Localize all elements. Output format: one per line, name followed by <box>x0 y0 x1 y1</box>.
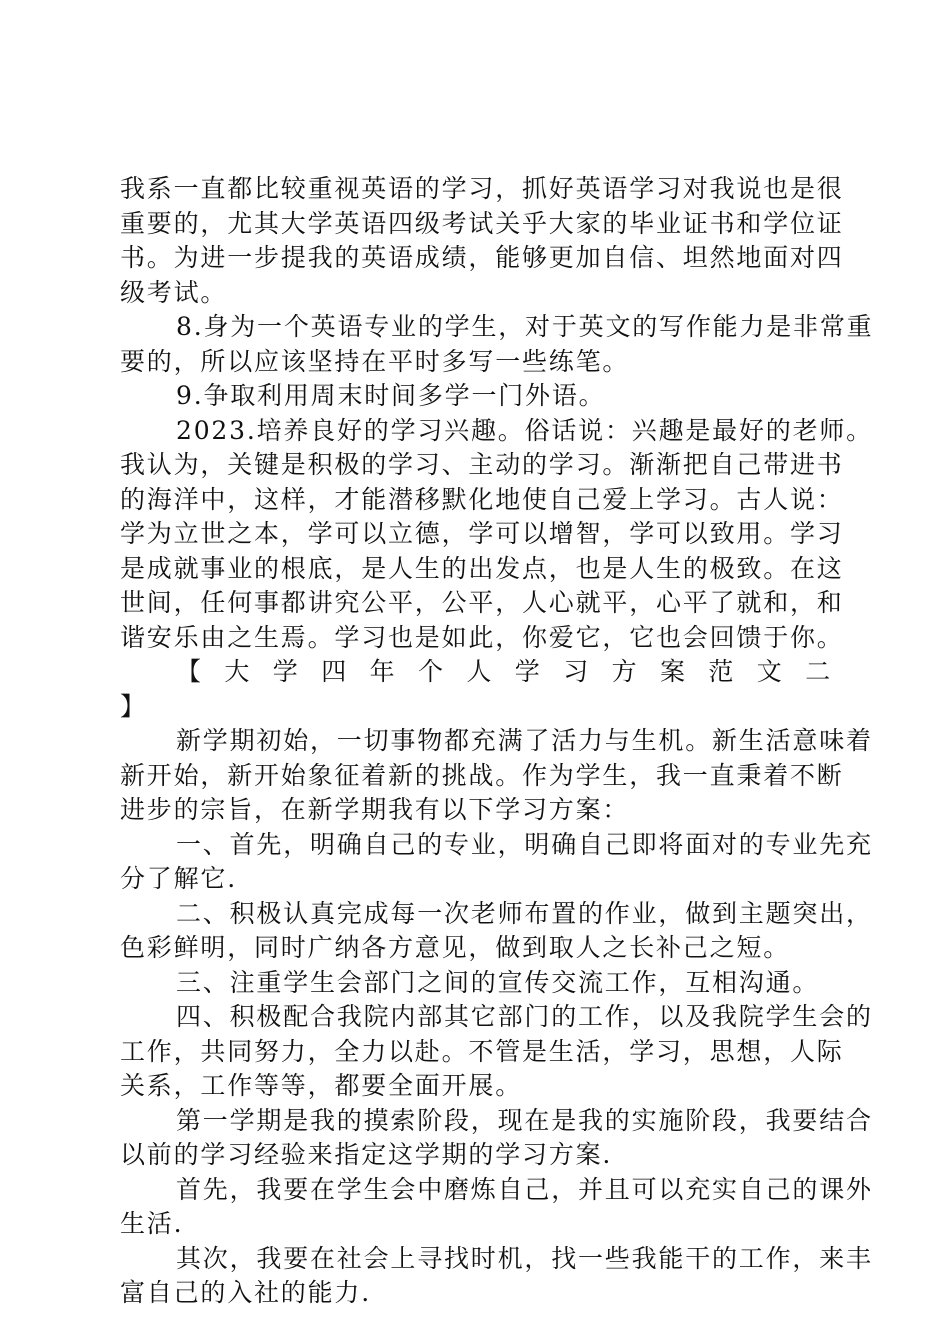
text-line: 一、首先，明确自己的专业，明确自己即将面对的专业先充 <box>176 829 873 859</box>
text-line: 【大学四年个人学习方案范文二 <box>176 657 832 686</box>
paragraph <box>120 966 832 1001</box>
text-line: 四、积极配合我院内部其它部门的工作，以及我院学生会的 <box>176 1002 873 1031</box>
text-line: 新学期初始，一切事物都充满了活力与生机。新生活意味着 <box>176 726 873 755</box>
paragraph <box>120 1173 873 1242</box>
text-line: 首先，我要在学生会中磨炼自己，并且可以充实自己的课外 <box>176 1174 873 1204</box>
text-line: 】 <box>120 691 147 721</box>
paragraph <box>120 724 873 828</box>
text-line: 进步的宗旨，在新学期我有以下学习方案： <box>120 795 630 824</box>
text-line: 色彩鲜明，同时广纳各方意见，做到取人之长补己之短。 <box>120 933 791 962</box>
text-line: 生活. <box>120 1209 184 1238</box>
text-line: 二、积极认真完成每一次老师布置的作业，做到主题突出， <box>176 898 873 928</box>
paragraph <box>120 655 832 724</box>
paragraph <box>120 828 873 897</box>
text-line: 其次，我要在社会上寻找时机，找一些我能干的工作，来丰 <box>176 1243 873 1273</box>
paragraph <box>120 310 874 379</box>
text-line: 我认为，关键是积极的学习、主动的学习。渐渐把自己带进书 <box>120 450 844 479</box>
text-line: 要的，所以应该坚持在平时多写一些练笔。 <box>120 346 630 376</box>
text-line: 世间，任何事都讲究公平，公平，人心就平，心平了就和，和 <box>120 588 844 617</box>
text-line: 分了解它. <box>120 864 237 893</box>
document-body <box>120 172 874 1311</box>
text-line: 工作，共同努力，全力以赴。不管是生活，学习，思想，人际 <box>120 1036 844 1066</box>
text-line: 级考试。 <box>120 277 228 307</box>
text-line: 是成就事业的根底，是人生的出发点，也是人生的极致。在这 <box>120 553 844 583</box>
text-line: 的海洋中，这样，才能潜移默化地使自己爱上学习。古人说： <box>120 484 844 514</box>
text-line: 以前的学习经验来指定这学期的学习方案. <box>120 1140 613 1169</box>
paragraph <box>120 414 873 656</box>
text-line: 重要的，尤其大学英语四级考试关乎大家的毕业证书和学位证 <box>120 208 844 238</box>
paragraph <box>120 1000 873 1104</box>
text-line: 8.身为一个英语专业的学生，对于英文的写作能力是非常重 <box>176 312 874 341</box>
text-line: 学为立世之本，学可以立德，学可以增智，学可以致用。学习 <box>120 519 844 548</box>
text-line: 2023.培养良好的学习兴趣。俗话说：兴趣是最好的老师。 <box>176 415 873 445</box>
paragraph <box>120 1104 873 1173</box>
text-line: 富自己的入社的能力. <box>120 1278 371 1307</box>
paragraph <box>120 172 844 310</box>
text-line: 谐安乐由之生焉。学习也是如此，你爱它，它也会回馈于你。 <box>120 622 844 652</box>
text-line: 第一学期是我的摸索阶段，现在是我的实施阶段，我要结合 <box>176 1105 873 1135</box>
paragraph <box>120 1242 873 1311</box>
text-line: 书。为进一步提我的英语成绩，能够更加自信、坦然地面对四 <box>120 243 844 272</box>
text-line: 9.争取利用周末时间多学一门外语。 <box>176 381 606 410</box>
paragraph <box>120 379 832 414</box>
text-line: 三、注重学生会部门之间的宣传交流工作，互相沟通。 <box>176 967 820 997</box>
text-line: 我系一直都比较重视英语的学习，抓好英语学习对我说也是很 <box>120 174 844 203</box>
text-line: 新开始，新开始象征着新的挑战。作为学生，我一直秉着不断 <box>120 760 844 790</box>
text-line: 关系，工作等等，都要全面开展。 <box>120 1071 523 1100</box>
paragraph <box>120 897 873 966</box>
